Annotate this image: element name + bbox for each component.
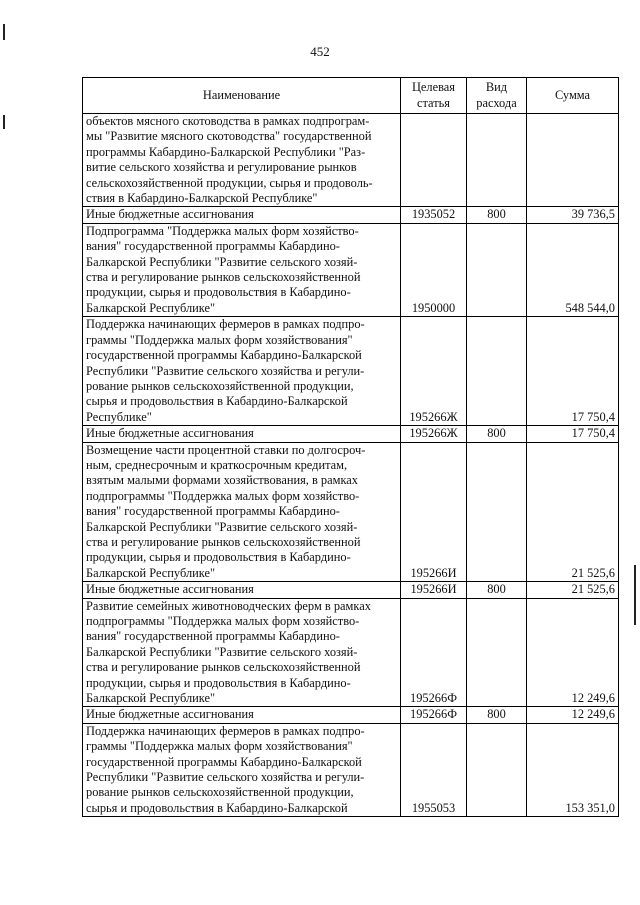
row-name-line: Иные бюджетные ассигнования [86, 207, 254, 222]
row-sum: 17 750,4 [527, 317, 619, 426]
table-row [83, 223, 619, 316]
row-name-line: Иные бюджетные ассигнования [86, 582, 254, 597]
row-name-line: продукции, сырья и продовольствия в Кабардино- [86, 675, 351, 690]
row-name-line: Подпрограмма "Поддержка малых форм хозяйство- [86, 223, 359, 238]
row-name-line: ным, среднесрочным и краткосрочным кредитам, [86, 457, 348, 472]
row-type [467, 442, 527, 582]
row-name-line: Балкарской Республике" [86, 565, 216, 580]
row-name-line: объектов мясного скотоводства в рамках подпрограм- [86, 114, 370, 128]
row-name-line: сырья и продовольствия в Кабардино-Балкарской [86, 800, 348, 815]
row-name [83, 114, 401, 207]
row-name-line: ства и регулирование рынков сельскохозяйственной [86, 534, 361, 549]
row-sum: 153 351,0 [527, 723, 619, 816]
binding-mark-middle [3, 115, 5, 129]
header-code [401, 78, 467, 114]
row-sum: 39 736,5 [527, 207, 619, 223]
row-name-line: Республики "Развитие сельского хозяйства и регули- [86, 770, 365, 785]
row-type [467, 223, 527, 316]
row-name [83, 707, 401, 723]
row-name-line: продукции, сырья и продовольствия в Кабардино- [86, 285, 351, 300]
row-sum [527, 114, 619, 207]
row-sum: 21 525,6 [527, 442, 619, 582]
header-type-line-2: расхода [476, 95, 517, 110]
row-code: 1935052 [401, 207, 467, 223]
header-row [83, 78, 619, 114]
row-name-line: продукции, сырья и продовольствия в Кабардино- [86, 550, 351, 565]
table-row [83, 707, 619, 723]
row-name-line: Балкарской Республике" [86, 300, 216, 315]
row-type: 800 [467, 582, 527, 598]
table-row [83, 582, 619, 598]
table-row [83, 442, 619, 582]
row-name-line: ства и регулирование рынков сельскохозяйственной [86, 270, 361, 285]
row-name-line: вания" государственной программы Кабардино- [86, 629, 340, 644]
row-code [401, 114, 467, 207]
binding-mark-top [3, 24, 5, 40]
row-name [83, 317, 401, 426]
binding-mark-right [634, 565, 636, 625]
row-name-line: Балкарской Республики "Развитие сельского хозяй- [86, 519, 358, 534]
row-code: 195266Ж [401, 426, 467, 442]
row-name [83, 207, 401, 223]
row-name-line: Поддержка начинающих фермеров в рамках подпро- [86, 723, 365, 738]
row-code: 195266И [401, 582, 467, 598]
header-name: Наименование [83, 78, 401, 114]
row-name-line: взятым малыми формами хозяйствования, в рамках [86, 473, 358, 488]
row-name-line: витие сельского хозяйства и регулирование рынков [86, 160, 357, 175]
table-row [83, 426, 619, 442]
row-name-line: государственной программы Кабардино-Балкарской [86, 754, 362, 769]
row-code: 1955053 [401, 723, 467, 816]
table-row [83, 114, 619, 207]
page-number: 452 [310, 44, 330, 59]
row-type [467, 598, 527, 707]
row-name-line: вания" государственной программы Кабардино- [86, 504, 340, 519]
row-name-line: рование рынков сельскохозяйственной продукции, [86, 785, 354, 800]
row-name-line: сырья и продовольствия в Кабардино-Балкарской [86, 394, 348, 409]
row-type [467, 114, 527, 207]
row-name-line: мы "Развитие мясного скотоводства" государственной [86, 129, 372, 144]
row-code: 195266Ф [401, 598, 467, 707]
row-type: 800 [467, 207, 527, 223]
row-name-line: Возмещение части процентной ставки по долгосроч- [86, 442, 366, 457]
row-name-line: ствия в Кабардино-Балкарской Республике" [86, 191, 318, 206]
table-body [83, 114, 619, 817]
row-name-line: граммы "Поддержка малых форм хозяйствования" [86, 332, 353, 347]
header-code-line-2: статья [416, 95, 450, 110]
row-name-line: Республики "Развитие сельского хозяйства и регули- [86, 363, 365, 378]
row-name [83, 426, 401, 442]
header-type [467, 78, 527, 114]
row-code: 195266Ф [401, 707, 467, 723]
row-name-line: Иные бюджетные ассигнования [86, 707, 254, 722]
row-type: 800 [467, 707, 527, 723]
row-code: 195266И [401, 442, 467, 582]
row-sum: 12 249,6 [527, 598, 619, 707]
row-type: 800 [467, 426, 527, 442]
row-name-line: граммы "Поддержка малых форм хозяйствования" [86, 739, 353, 754]
table-row [83, 317, 619, 426]
table-row [83, 598, 619, 707]
table-row [83, 207, 619, 223]
header-type-line-1: Вид [485, 80, 508, 95]
row-name-line: Республике" [86, 409, 152, 424]
row-name-line: рование рынков сельскохозяйственной продукции, [86, 378, 354, 393]
row-name-line: Иные бюджетные ассигнования [86, 426, 254, 441]
row-name-line: подпрограммы "Поддержка малых форм хозяйство- [86, 488, 360, 503]
row-name [83, 598, 401, 707]
row-sum: 12 249,6 [527, 707, 619, 723]
row-name-line: подпрограммы "Поддержка малых форм хозяйство- [86, 614, 360, 628]
row-name-line: сельскохозяйственной продукции, сырья и продоволь- [86, 175, 373, 190]
row-name [83, 582, 401, 598]
row-name-line: государственной программы Кабардино-Балкарской [86, 348, 362, 363]
header-sum: Сумма [527, 78, 619, 114]
row-name-line: Балкарской Республики "Развитие сельского хозяй- [86, 644, 358, 659]
row-name [83, 442, 401, 582]
row-name [83, 223, 401, 316]
row-name-line: Развитие семейных животноводческих ферм в рамках [86, 598, 371, 613]
row-name-line: ства и регулирование рынков сельскохозяйственной [86, 660, 361, 675]
row-name-line: вания" государственной программы Кабардино- [86, 239, 340, 254]
row-name-line: Поддержка начинающих фермеров в рамках подпро- [86, 317, 365, 332]
row-sum: 21 525,6 [527, 582, 619, 598]
row-name-line: Балкарской Республики "Развитие сельского хозяй- [86, 254, 358, 269]
row-name-line: Балкарской Республике" [86, 691, 216, 706]
row-code: 195266Ж [401, 317, 467, 426]
row-sum: 17 750,4 [527, 426, 619, 442]
row-name-line: программы Кабардино-Балкарской Республики "Раз- [86, 144, 366, 159]
header-code-line-1: Целевая [411, 80, 456, 95]
row-type [467, 723, 527, 816]
row-code: 1950000 [401, 223, 467, 316]
table-row [83, 723, 619, 816]
budget-table [82, 77, 619, 817]
row-sum: 548 544,0 [527, 223, 619, 316]
row-name [83, 723, 401, 816]
row-type [467, 317, 527, 426]
